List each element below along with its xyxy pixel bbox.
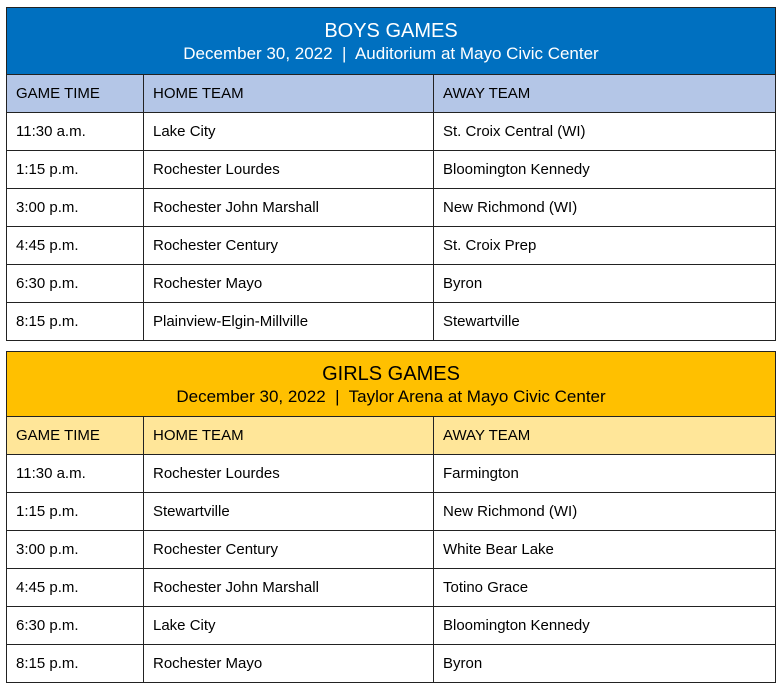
table-row bbox=[7, 227, 776, 265]
game-time-cell: 3:00 p.m. bbox=[7, 189, 144, 227]
game-time-cell: 11:30 a.m. bbox=[7, 455, 144, 493]
game-time-cell: 8:15 p.m. bbox=[7, 645, 144, 683]
table-row bbox=[7, 607, 776, 645]
table-row bbox=[7, 493, 776, 531]
boys-title: BOYS GAMES bbox=[324, 20, 458, 42]
boys-subtitle: December 30, 2022 | Auditorium at Mayo Civic Center bbox=[183, 44, 599, 63]
away-team-cell: Totino Grace bbox=[434, 569, 776, 607]
home-team-cell: Rochester John Marshall bbox=[144, 569, 434, 607]
table-row bbox=[7, 531, 776, 569]
game-time-cell: 4:45 p.m. bbox=[7, 569, 144, 607]
away-team-cell: White Bear Lake bbox=[434, 531, 776, 569]
girls-title: GIRLS GAMES bbox=[322, 363, 460, 385]
away-team-cell: New Richmond (WI) bbox=[434, 493, 776, 531]
boys-header-home-team: HOME TEAM bbox=[144, 75, 434, 113]
girls-games-table bbox=[6, 351, 776, 683]
home-team-cell: Rochester Century bbox=[144, 531, 434, 569]
boys-banner bbox=[7, 8, 776, 75]
table-row bbox=[7, 151, 776, 189]
home-team-cell: Rochester Lourdes bbox=[144, 455, 434, 493]
table-row bbox=[7, 455, 776, 493]
game-time-cell: 6:30 p.m. bbox=[7, 265, 144, 303]
game-time-cell: 4:45 p.m. bbox=[7, 227, 144, 265]
girls-header-away-team: AWAY TEAM bbox=[434, 417, 776, 455]
away-team-cell: Bloomington Kennedy bbox=[434, 607, 776, 645]
away-team-cell: St. Croix Central (WI) bbox=[434, 113, 776, 151]
boys-games-table bbox=[6, 7, 776, 341]
table-row bbox=[7, 113, 776, 151]
home-team-cell: Rochester Mayo bbox=[144, 265, 434, 303]
game-time-cell: 3:00 p.m. bbox=[7, 531, 144, 569]
game-time-cell: 8:15 p.m. bbox=[7, 303, 144, 341]
table-row bbox=[7, 189, 776, 227]
game-time-cell: 1:15 p.m. bbox=[7, 151, 144, 189]
table-row bbox=[7, 303, 776, 341]
home-team-cell: Lake City bbox=[144, 607, 434, 645]
home-team-cell: Rochester John Marshall bbox=[144, 189, 434, 227]
home-team-cell: Rochester Mayo bbox=[144, 645, 434, 683]
table-row bbox=[7, 569, 776, 607]
away-team-cell: Byron bbox=[434, 645, 776, 683]
away-team-cell: Bloomington Kennedy bbox=[434, 151, 776, 189]
away-team-cell: New Richmond (WI) bbox=[434, 189, 776, 227]
girls-header-game-time: GAME TIME bbox=[7, 417, 144, 455]
girls-banner bbox=[7, 352, 776, 417]
home-team-cell: Lake City bbox=[144, 113, 434, 151]
home-team-cell: Rochester Lourdes bbox=[144, 151, 434, 189]
away-team-cell: Byron bbox=[434, 265, 776, 303]
girls-header-home-team: HOME TEAM bbox=[144, 417, 434, 455]
home-team-cell: Stewartville bbox=[144, 493, 434, 531]
away-team-cell: Farmington bbox=[434, 455, 776, 493]
table-row bbox=[7, 265, 776, 303]
home-team-cell: Plainview-Elgin-Millville bbox=[144, 303, 434, 341]
game-time-cell: 1:15 p.m. bbox=[7, 493, 144, 531]
away-team-cell: St. Croix Prep bbox=[434, 227, 776, 265]
away-team-cell: Stewartville bbox=[434, 303, 776, 341]
table-row bbox=[7, 645, 776, 683]
game-time-cell: 6:30 p.m. bbox=[7, 607, 144, 645]
boys-header-away-team: AWAY TEAM bbox=[434, 75, 776, 113]
home-team-cell: Rochester Century bbox=[144, 227, 434, 265]
girls-subtitle: December 30, 2022 | Taylor Arena at Mayo Civic Center bbox=[176, 387, 606, 406]
boys-header-game-time: GAME TIME bbox=[7, 75, 144, 113]
game-time-cell: 11:30 a.m. bbox=[7, 113, 144, 151]
